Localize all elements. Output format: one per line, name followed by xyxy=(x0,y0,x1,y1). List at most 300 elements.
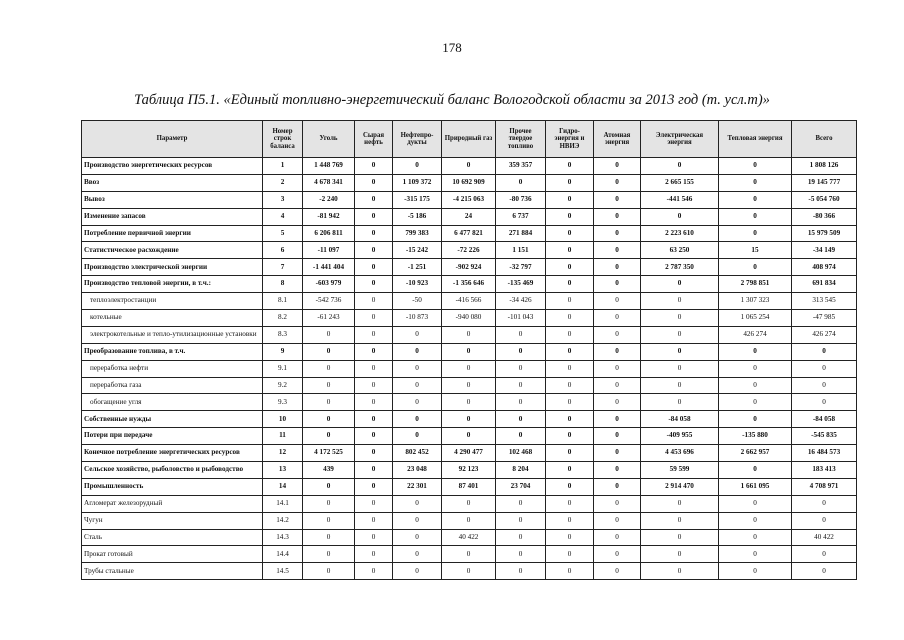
table-cell: 0 xyxy=(594,360,641,377)
table-cell: 0 xyxy=(719,377,792,394)
table-row xyxy=(82,512,857,529)
table-cell: 0 xyxy=(355,310,393,327)
table-cell: 426 274 xyxy=(719,326,792,343)
table-cell: 0 xyxy=(719,462,792,479)
table-cell: 0 xyxy=(594,546,641,563)
table-cell: 15 979 509 xyxy=(792,225,857,242)
table-cell: 799 383 xyxy=(393,225,442,242)
table-cell: -5 186 xyxy=(393,208,442,225)
table-row xyxy=(82,546,857,563)
table-cell: 0 xyxy=(719,225,792,242)
table-cell: -416 566 xyxy=(442,293,496,310)
table-cell: 0 xyxy=(442,495,496,512)
table-cell: 6 737 xyxy=(496,208,546,225)
table-cell: 0 xyxy=(719,158,792,175)
row-parameter: Преобразование топлива, в т.ч. xyxy=(82,343,263,360)
table-cell: 8.1 xyxy=(263,293,303,310)
row-parameter: Статистическое расхождение xyxy=(82,242,263,259)
column-header: Номер строк баланса xyxy=(263,121,303,158)
table-cell: 0 xyxy=(393,377,442,394)
table-cell: -15 242 xyxy=(393,242,442,259)
table-cell: 0 xyxy=(496,529,546,546)
table-cell: 92 123 xyxy=(442,462,496,479)
table-cell: 6 477 821 xyxy=(442,225,496,242)
table-cell: 0 xyxy=(355,445,393,462)
table-cell: 0 xyxy=(303,343,355,360)
table-cell: 0 xyxy=(355,394,393,411)
table-row xyxy=(82,394,857,411)
row-parameter: Прокат готовый xyxy=(82,546,263,563)
table-cell: 0 xyxy=(355,242,393,259)
table-caption: Таблица П5.1. «Единый топливно-энергетический баланс Вологодской области за 2013 год (т. усл.т)» xyxy=(134,92,770,108)
table-row xyxy=(82,428,857,445)
table-cell: 0 xyxy=(641,529,719,546)
table-cell: 0 xyxy=(393,529,442,546)
table-cell: 0 xyxy=(303,563,355,580)
table-cell: 0 xyxy=(719,529,792,546)
table-cell: 0 xyxy=(594,377,641,394)
table-cell: -545 835 xyxy=(792,428,857,445)
table-cell: 0 xyxy=(719,259,792,276)
table-cell: 0 xyxy=(496,377,546,394)
table-cell: 0 xyxy=(303,394,355,411)
table-row xyxy=(82,360,857,377)
table-cell: 0 xyxy=(546,174,594,191)
table-cell: 0 xyxy=(594,428,641,445)
row-parameter: котельные xyxy=(82,310,263,327)
table-cell: 0 xyxy=(303,326,355,343)
table-cell: -5 054 760 xyxy=(792,191,857,208)
table-cell: -542 736 xyxy=(303,293,355,310)
table-cell: 8.2 xyxy=(263,310,303,327)
table-cell: 0 xyxy=(792,343,857,360)
table-cell: 0 xyxy=(355,343,393,360)
table-cell: 0 xyxy=(792,377,857,394)
table-cell: 0 xyxy=(442,512,496,529)
table-row xyxy=(82,242,857,259)
table-cell: 0 xyxy=(641,293,719,310)
table-cell: 0 xyxy=(792,563,857,580)
table-cell: 14.4 xyxy=(263,546,303,563)
table-row xyxy=(82,191,857,208)
table-cell: 0 xyxy=(594,411,641,428)
table-cell: 10 xyxy=(263,411,303,428)
table-cell: 0 xyxy=(303,512,355,529)
table-cell: 0 xyxy=(641,394,719,411)
table-cell: -32 797 xyxy=(496,259,546,276)
table-cell: 23 048 xyxy=(393,462,442,479)
table-cell: 0 xyxy=(594,276,641,293)
table-cell: 0 xyxy=(546,343,594,360)
table-cell: 0 xyxy=(546,293,594,310)
table-cell: -101 043 xyxy=(496,310,546,327)
table-cell: 0 xyxy=(594,191,641,208)
table-cell: 0 xyxy=(355,495,393,512)
table-cell: 0 xyxy=(442,326,496,343)
table-cell: 4 453 696 xyxy=(641,445,719,462)
table-row xyxy=(82,174,857,191)
table-header-row xyxy=(82,121,857,158)
table-cell: -80 366 xyxy=(792,208,857,225)
table-cell: 19 145 777 xyxy=(792,174,857,191)
table-cell: -61 243 xyxy=(303,310,355,327)
table-cell: 0 xyxy=(792,495,857,512)
table-cell: 0 xyxy=(355,191,393,208)
energy-balance-table xyxy=(81,120,857,580)
table-cell: 0 xyxy=(792,360,857,377)
table-cell: 0 xyxy=(546,310,594,327)
table-row xyxy=(82,225,857,242)
table-cell: 0 xyxy=(719,563,792,580)
table-cell: 0 xyxy=(303,478,355,495)
table-cell: 0 xyxy=(594,478,641,495)
column-header: Прочее твердое топливо xyxy=(496,121,546,158)
table-row xyxy=(82,158,857,175)
table-cell: 15 xyxy=(719,242,792,259)
table-cell: 0 xyxy=(496,394,546,411)
table-cell: 0 xyxy=(496,563,546,580)
table-cell: 0 xyxy=(496,343,546,360)
table-cell: 0 xyxy=(303,529,355,546)
row-parameter: Конечное потребление энергетических ресурсов xyxy=(82,445,263,462)
table-cell: -10 873 xyxy=(393,310,442,327)
table-cell: 0 xyxy=(641,276,719,293)
table-cell: 0 xyxy=(355,563,393,580)
table-cell: 2 665 155 xyxy=(641,174,719,191)
table-cell: 14.2 xyxy=(263,512,303,529)
table-cell: 13 xyxy=(263,462,303,479)
row-parameter: теплоэлектростанции xyxy=(82,293,263,310)
row-parameter: Сталь xyxy=(82,529,263,546)
table-cell: 0 xyxy=(442,411,496,428)
table-cell: 1 065 254 xyxy=(719,310,792,327)
table-cell: 0 xyxy=(792,512,857,529)
column-header: Тепловая энергия xyxy=(719,121,792,158)
table-cell: 0 xyxy=(641,512,719,529)
table-cell: 0 xyxy=(442,377,496,394)
row-parameter: обогащение угля xyxy=(82,394,263,411)
table-cell: 0 xyxy=(442,546,496,563)
table-cell: -72 226 xyxy=(442,242,496,259)
table-cell: 0 xyxy=(355,411,393,428)
table-cell: 87 401 xyxy=(442,478,496,495)
table-cell: 0 xyxy=(496,495,546,512)
table-cell: 0 xyxy=(594,563,641,580)
table-cell: 271 884 xyxy=(496,225,546,242)
table-cell: 0 xyxy=(594,310,641,327)
table-cell: 2 787 350 xyxy=(641,259,719,276)
table-cell: 0 xyxy=(594,158,641,175)
table-cell: 1 307 323 xyxy=(719,293,792,310)
table-cell: 0 xyxy=(546,326,594,343)
table-cell: -1 251 xyxy=(393,259,442,276)
table-cell: -940 080 xyxy=(442,310,496,327)
table-cell: 0 xyxy=(393,411,442,428)
table-cell: 8 204 xyxy=(496,462,546,479)
table-cell: 0 xyxy=(303,495,355,512)
column-header: Природный газ xyxy=(442,121,496,158)
table-cell: -50 xyxy=(393,293,442,310)
table-cell: 0 xyxy=(719,360,792,377)
row-parameter: переработка газа xyxy=(82,377,263,394)
table-cell: -80 736 xyxy=(496,191,546,208)
table-row xyxy=(82,478,857,495)
table-cell: 0 xyxy=(442,360,496,377)
table-cell: 0 xyxy=(641,495,719,512)
table-cell: 0 xyxy=(594,174,641,191)
table-cell: 0 xyxy=(719,394,792,411)
table-cell: 0 xyxy=(641,360,719,377)
table-cell: 4 678 341 xyxy=(303,174,355,191)
table-cell: 691 834 xyxy=(792,276,857,293)
row-parameter: Потери при передаче xyxy=(82,428,263,445)
table-cell: 0 xyxy=(546,546,594,563)
table-cell: 0 xyxy=(355,428,393,445)
table-cell: 0 xyxy=(546,360,594,377)
table-cell: 359 357 xyxy=(496,158,546,175)
table-cell: 0 xyxy=(546,411,594,428)
table-cell: -4 215 063 xyxy=(442,191,496,208)
table-cell: 16 484 573 xyxy=(792,445,857,462)
table-cell: 0 xyxy=(496,411,546,428)
table-cell: 0 xyxy=(594,242,641,259)
row-parameter: Собственные нужды xyxy=(82,411,263,428)
column-header: Параметр xyxy=(82,121,263,158)
table-cell: -47 985 xyxy=(792,310,857,327)
table-cell: 183 413 xyxy=(792,462,857,479)
table-cell: 0 xyxy=(594,259,641,276)
table-cell: 0 xyxy=(594,208,641,225)
table-cell: 0 xyxy=(303,546,355,563)
table-row xyxy=(82,326,857,343)
table-cell: -1 441 404 xyxy=(303,259,355,276)
table-cell: 0 xyxy=(719,191,792,208)
table-cell: 2 xyxy=(263,174,303,191)
table-cell: 0 xyxy=(355,326,393,343)
table-cell: 6 xyxy=(263,242,303,259)
table-cell: 24 xyxy=(442,208,496,225)
table-cell: 0 xyxy=(719,208,792,225)
row-parameter: Производство электрической энергии xyxy=(82,259,263,276)
table-cell: 0 xyxy=(496,546,546,563)
table-cell: 0 xyxy=(303,377,355,394)
table-cell: -902 924 xyxy=(442,259,496,276)
row-parameter: Сельское хозяйство, рыболовство и рыбоводство xyxy=(82,462,263,479)
table-cell: -81 942 xyxy=(303,208,355,225)
table-cell: 14.5 xyxy=(263,563,303,580)
row-parameter: Производство энергетических ресурсов xyxy=(82,158,263,175)
table-cell: 1 808 126 xyxy=(792,158,857,175)
table-cell: 0 xyxy=(594,512,641,529)
table-cell: 14.1 xyxy=(263,495,303,512)
table-cell: 0 xyxy=(546,428,594,445)
table-cell: 0 xyxy=(594,394,641,411)
table-cell: 3 xyxy=(263,191,303,208)
row-parameter: Ввоз xyxy=(82,174,263,191)
table-cell: 426 274 xyxy=(792,326,857,343)
table-cell: 0 xyxy=(546,225,594,242)
table-cell: 1 448 769 xyxy=(303,158,355,175)
table-cell: 0 xyxy=(546,495,594,512)
row-parameter: Вывоз xyxy=(82,191,263,208)
table-cell: 0 xyxy=(355,293,393,310)
page-number: 178 xyxy=(442,40,462,55)
table-cell: 0 xyxy=(594,462,641,479)
table-cell: 4 290 477 xyxy=(442,445,496,462)
column-header: Уголь xyxy=(303,121,355,158)
table-cell: 1 661 095 xyxy=(719,478,792,495)
table-row xyxy=(82,310,857,327)
table-row xyxy=(82,259,857,276)
table-cell: 0 xyxy=(496,326,546,343)
table-cell: -315 175 xyxy=(393,191,442,208)
table-cell: 0 xyxy=(719,411,792,428)
table-cell: 0 xyxy=(641,563,719,580)
table-cell: 9.3 xyxy=(263,394,303,411)
row-parameter: переработка нефти xyxy=(82,360,263,377)
table-cell: 0 xyxy=(355,174,393,191)
table-cell: 408 974 xyxy=(792,259,857,276)
table-row xyxy=(82,293,857,310)
table-cell: 0 xyxy=(719,174,792,191)
table-cell: 1 xyxy=(263,158,303,175)
row-parameter: электрокотельные и тепло-утилизационные установки xyxy=(82,326,263,343)
table-cell: 5 xyxy=(263,225,303,242)
table-cell: 0 xyxy=(303,360,355,377)
table-cell: 0 xyxy=(355,512,393,529)
table-cell: 23 704 xyxy=(496,478,546,495)
table-row xyxy=(82,445,857,462)
table-cell: -2 240 xyxy=(303,191,355,208)
table-cell: 0 xyxy=(719,343,792,360)
table-cell: 102 468 xyxy=(496,445,546,462)
table-cell: 0 xyxy=(496,428,546,445)
table-cell: 8 xyxy=(263,276,303,293)
table-cell: 8.3 xyxy=(263,326,303,343)
table-cell: 0 xyxy=(393,495,442,512)
table-cell: 0 xyxy=(546,242,594,259)
table-body xyxy=(82,158,857,580)
table-cell: -11 097 xyxy=(303,242,355,259)
table-cell: 0 xyxy=(594,343,641,360)
table-cell: 9 xyxy=(263,343,303,360)
table-cell: 0 xyxy=(355,377,393,394)
table-cell: 2 914 470 xyxy=(641,478,719,495)
table-cell: 0 xyxy=(355,225,393,242)
table-cell: 0 xyxy=(355,478,393,495)
table-cell: 9.2 xyxy=(263,377,303,394)
table-cell: 40 422 xyxy=(442,529,496,546)
table-cell: 0 xyxy=(355,360,393,377)
column-header: Электрическая энергия xyxy=(641,121,719,158)
table-cell: 0 xyxy=(546,462,594,479)
table-cell: 0 xyxy=(496,360,546,377)
table-cell: 0 xyxy=(594,529,641,546)
table-cell: 0 xyxy=(546,377,594,394)
table-cell: 0 xyxy=(442,428,496,445)
row-parameter: Потребление первичной энергии xyxy=(82,225,263,242)
table-cell: 0 xyxy=(546,563,594,580)
table-cell: -84 058 xyxy=(792,411,857,428)
table-cell: 0 xyxy=(546,394,594,411)
table-cell: 0 xyxy=(594,326,641,343)
table-cell: 0 xyxy=(442,343,496,360)
table-cell: 0 xyxy=(393,563,442,580)
table-cell: 0 xyxy=(393,512,442,529)
table-cell: 0 xyxy=(641,326,719,343)
table-cell: 0 xyxy=(641,343,719,360)
table-cell: 0 xyxy=(641,310,719,327)
table-row xyxy=(82,462,857,479)
table-cell: 0 xyxy=(355,546,393,563)
table-cell: 0 xyxy=(719,512,792,529)
row-parameter: Производство тепловой энергии, в т.ч.: xyxy=(82,276,263,293)
row-parameter: Трубы стальные xyxy=(82,563,263,580)
table-cell: 0 xyxy=(393,343,442,360)
table-cell: 0 xyxy=(393,360,442,377)
column-header: Сырая нефть xyxy=(355,121,393,158)
table-cell: 0 xyxy=(355,259,393,276)
table-cell: -34 426 xyxy=(496,293,546,310)
table-cell: 0 xyxy=(355,529,393,546)
table-cell: 4 172 525 xyxy=(303,445,355,462)
table-cell: 0 xyxy=(355,208,393,225)
table-cell: 0 xyxy=(546,208,594,225)
table-cell: 0 xyxy=(594,293,641,310)
table-cell: 0 xyxy=(442,394,496,411)
table-cell: -34 149 xyxy=(792,242,857,259)
table-row xyxy=(82,343,857,360)
table-cell: 0 xyxy=(792,546,857,563)
table-cell: 0 xyxy=(355,462,393,479)
table-cell: 0 xyxy=(546,191,594,208)
table-cell: -135 469 xyxy=(496,276,546,293)
table-cell: 0 xyxy=(594,445,641,462)
table-cell: 0 xyxy=(496,174,546,191)
table-cell: 0 xyxy=(641,546,719,563)
table-cell: 0 xyxy=(719,495,792,512)
table-cell: 1 151 xyxy=(496,242,546,259)
row-parameter: Изменение запасов xyxy=(82,208,263,225)
table-cell: 0 xyxy=(546,158,594,175)
table-cell: 0 xyxy=(393,158,442,175)
table-row xyxy=(82,563,857,580)
table-cell: 2 662 957 xyxy=(719,445,792,462)
table-cell: 12 xyxy=(263,445,303,462)
table-row xyxy=(82,377,857,394)
table-cell: 22 301 xyxy=(393,478,442,495)
row-parameter: Промышленность xyxy=(82,478,263,495)
row-parameter: Агломерат железорудный xyxy=(82,495,263,512)
table-cell: 0 xyxy=(496,512,546,529)
table-cell: -1 356 646 xyxy=(442,276,496,293)
table-cell: 10 692 909 xyxy=(442,174,496,191)
table-cell: 0 xyxy=(641,158,719,175)
table-cell: 0 xyxy=(303,411,355,428)
table-cell: 0 xyxy=(355,276,393,293)
table-cell: -409 955 xyxy=(641,428,719,445)
table-cell: 0 xyxy=(594,225,641,242)
table-row xyxy=(82,276,857,293)
table-cell: 0 xyxy=(393,394,442,411)
table-cell: 0 xyxy=(719,546,792,563)
table-cell: -441 546 xyxy=(641,191,719,208)
table-cell: -10 923 xyxy=(393,276,442,293)
table-cell: 313 545 xyxy=(792,293,857,310)
table-cell: 0 xyxy=(546,529,594,546)
table-cell: 59 599 xyxy=(641,462,719,479)
table-row xyxy=(82,529,857,546)
